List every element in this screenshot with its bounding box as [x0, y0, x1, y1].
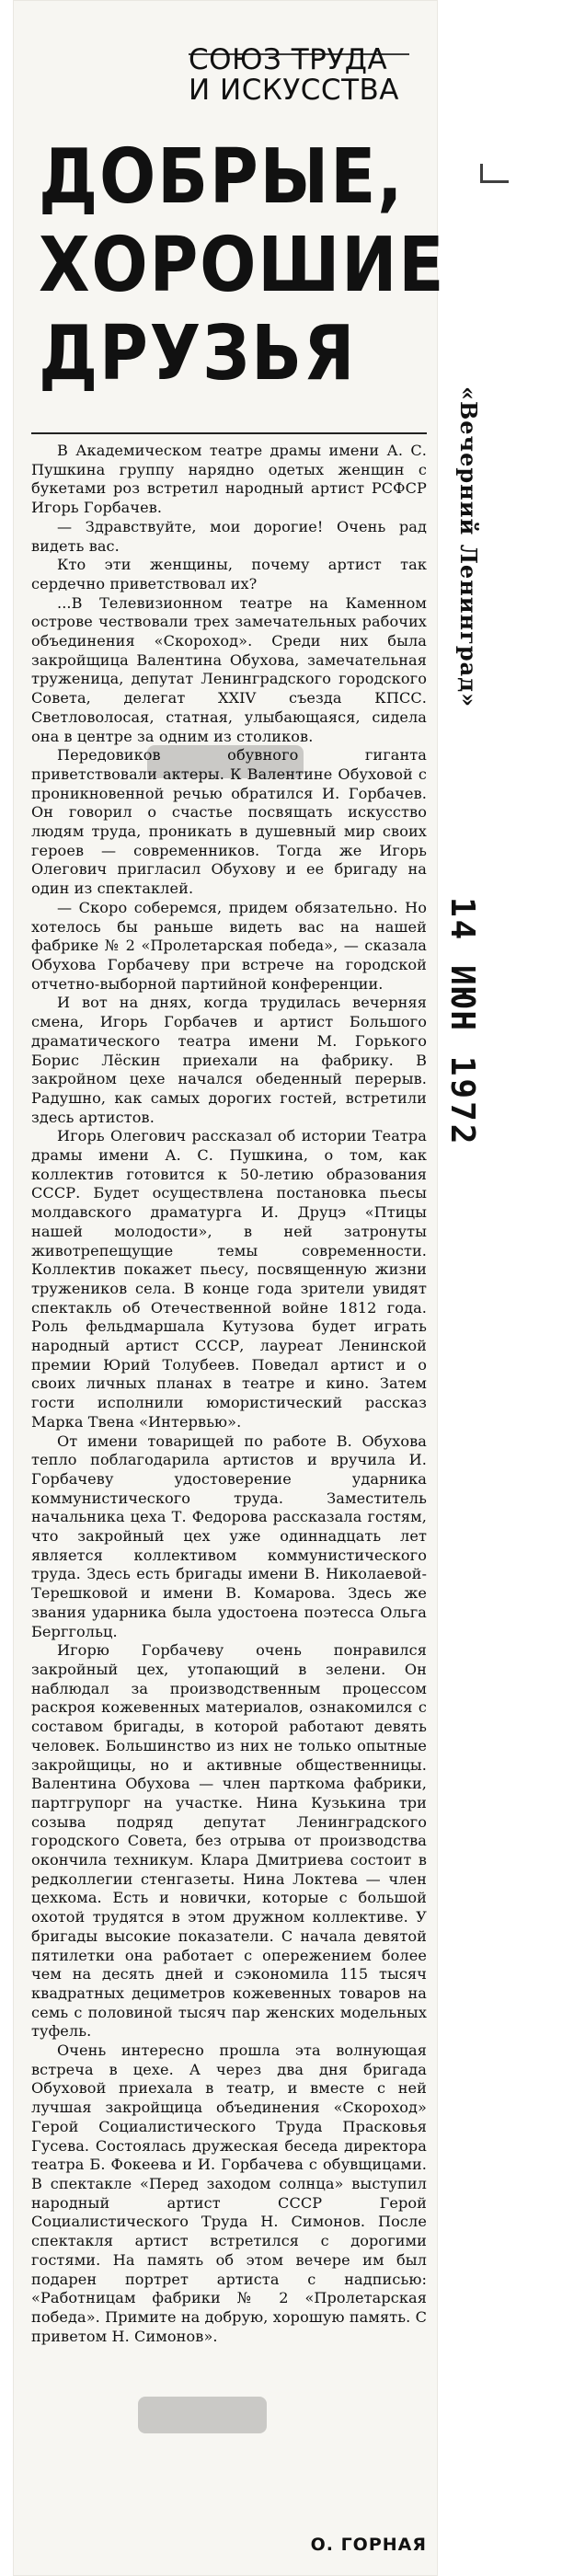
article-headline [39, 133, 446, 398]
article-paragraph: Передовиков обувного гиганта приветствовали актеры. К Валентине Обуховой с проникновенной речью обратился И. Горбачев. Он говорил о счастье посвящать искусство людям труда, проникать в душевный мир своих героев — современников. Тогда же Игорь Олегович пригласил Обухову и ее бригаду на один из спектаклей. [31, 746, 427, 898]
article-paragraph: Очень интересно прошла эта волнующая встреча в цехе. А через два дня бригада Обуховой приехала в театр, и вместе с ней лучшая закройщица объединения «Скороход» Герой Социалистического Труда Прасковья Гусева. Состоялась дружеская беседа директора театра Б. Фокеева и И. Горбачева с обувщицами. В спектакле «Перед заходом солнца» выступил народный артист СССР Герой Социалистического Труда Н. Симонов. После спектакля артист встретился с дорогими гостями. На память об этом вечере им был подарен портрет артиста с надписью: «Работницам фабрики № 2 «Пролетарская победа». Примите на добрую, хорошую память. С приветом Н. Симонов». [31, 2041, 427, 2345]
kicker-line-1: СОЮЗ ТРУДА [189, 43, 388, 76]
date-stamp: 14 ИЮН 1972 [443, 897, 481, 1147]
article-paragraph: — Здравствуйте, мои дорогие! Очень рад видеть вас. [31, 517, 427, 555]
headline-line-2: ХОРОШИЕ [39, 222, 446, 309]
section-kicker [189, 43, 428, 107]
article-paragraph: Игорь Олегович рассказал об истории Театра драмы имени А. С. Пушкина, о том, как коллектив готовится к 50-летию образования СССР. Будет осуществлена постановка пьесы молдавского драматурга И. Друцэ «Птицы нашей молодости», в ней затронуты животрепещущие темы современности. Коллектив покажет пьесу, посвященную жизни тружеников села. В конце года зрители увидят спектакль об Отечественной войне 1812 года. Роль фельдмаршала Кутузова будет играть народный артист СССР, лауреат Ленинской премии Юрий Толубеев. Поведал артист и о своих личных планах в театре и кино. Затем гости исполнили юмористический рассказ Марка Твена «Интервью». [31, 1127, 427, 1431]
article-paragraph: От имени товарищей по работе В. Обухова тепло поблагодарила артистов и вручила И. Горбачеву удостоверение ударника коммунистического труда. Заместитель начальника цеха Т. Федорова рассказала гостям, что закройный цех уже одиннадцать лет является коллективом коммунистического труда. Здесь есть бригады имени В. Николаевой-Терешковой и имени В. Комарова. Здесь же звания ударника была удостоена поэтесса Ольга Берггольц. [31, 1432, 427, 1640]
author-signature: О. ГОРНАЯ [310, 2535, 427, 2555]
article-paragraph: — Скоро соберемся, придем обязательно. Но хотелось бы раньше видеть вас на нашей фабрике № 2 «Пролетарская победа», — сказала Обухова Горбачеву при встрече на городской отчетно-выборной партийной конференции. [31, 898, 427, 993]
article-paragraph: ...В Телевизионном театре на Каменном острове чествовали трех замечательных рабочих объединения «Скороход». Среди них была закройщица Валентина Обухова, замечательная труженица, депутат Ленинградского городского Совета, делегат XXIV съезда КПСС. Светловолосая, статная, улыбающаяся, сидела она в центре за одним из столиков. [31, 593, 427, 745]
print-smudge [138, 2397, 267, 2433]
source-stamp: «Вечерний Ленинград» [455, 386, 482, 708]
headline-line-3: ДРУЗЬЯ [39, 310, 357, 397]
kicker-line-2: И ИСКУССТВА [189, 74, 399, 107]
article-body [31, 442, 427, 2443]
article-paragraph: В Академическом театре драмы имени А. С. Пушкина группу нарядно одетых женщин с букетами роз встретил народный артист РСФСР Игорь Горбачев. [31, 442, 427, 517]
article-paragraph: Кто эти женщины, почему артист так сердечно приветствовал их? [31, 556, 427, 592]
article-paragraph: И вот на днях, когда трудилась вечерняя смена, Игорь Горбачев и артист Большого драматического театра имени М. Горького Борис Лёскин приехали на фабрику. В закройном цехе начался обеденный перерыв. Радушно, как самых дорогих гостей, встретили здесь артистов. [31, 994, 427, 1126]
headline-line-1: ДОБРЫЕ, [39, 133, 405, 221]
check-mark-icon [480, 164, 509, 183]
print-smudge [147, 745, 304, 778]
article-paragraph: Игорю Горбачеву очень понравился закройный цех, утопающий в зелени. Он наблюдал за производственным процессом раскроя кожевенных материалов, ознакомился с составом бригады, в которой работают девять человек. Большинство из них не только опытные закройщицы, но и активные общественницы. Валентина Обухова — член парткома фабрики, партгрупорг на участке. Нина Кузькина три созыва подряд депутат Ленинградского городского Совета, без отрыва от производства окончила техникум. Клара Дмитриева состоит в редколлегии стенгазеты. Нина Локтева — член цехкома. Есть и новички, которые с большой охотой трудятся в этом дружном коллективе. У бригады высокие показатели. С начала девятой пятилетки она работает с опережением более чем на десять дней и сэкономила 115 тысяч квадратных дециметров кожевенных товаров на семь с половиной тысяч пар женских модельных туфель. [31, 1641, 427, 2041]
headline-divider [31, 432, 427, 434]
